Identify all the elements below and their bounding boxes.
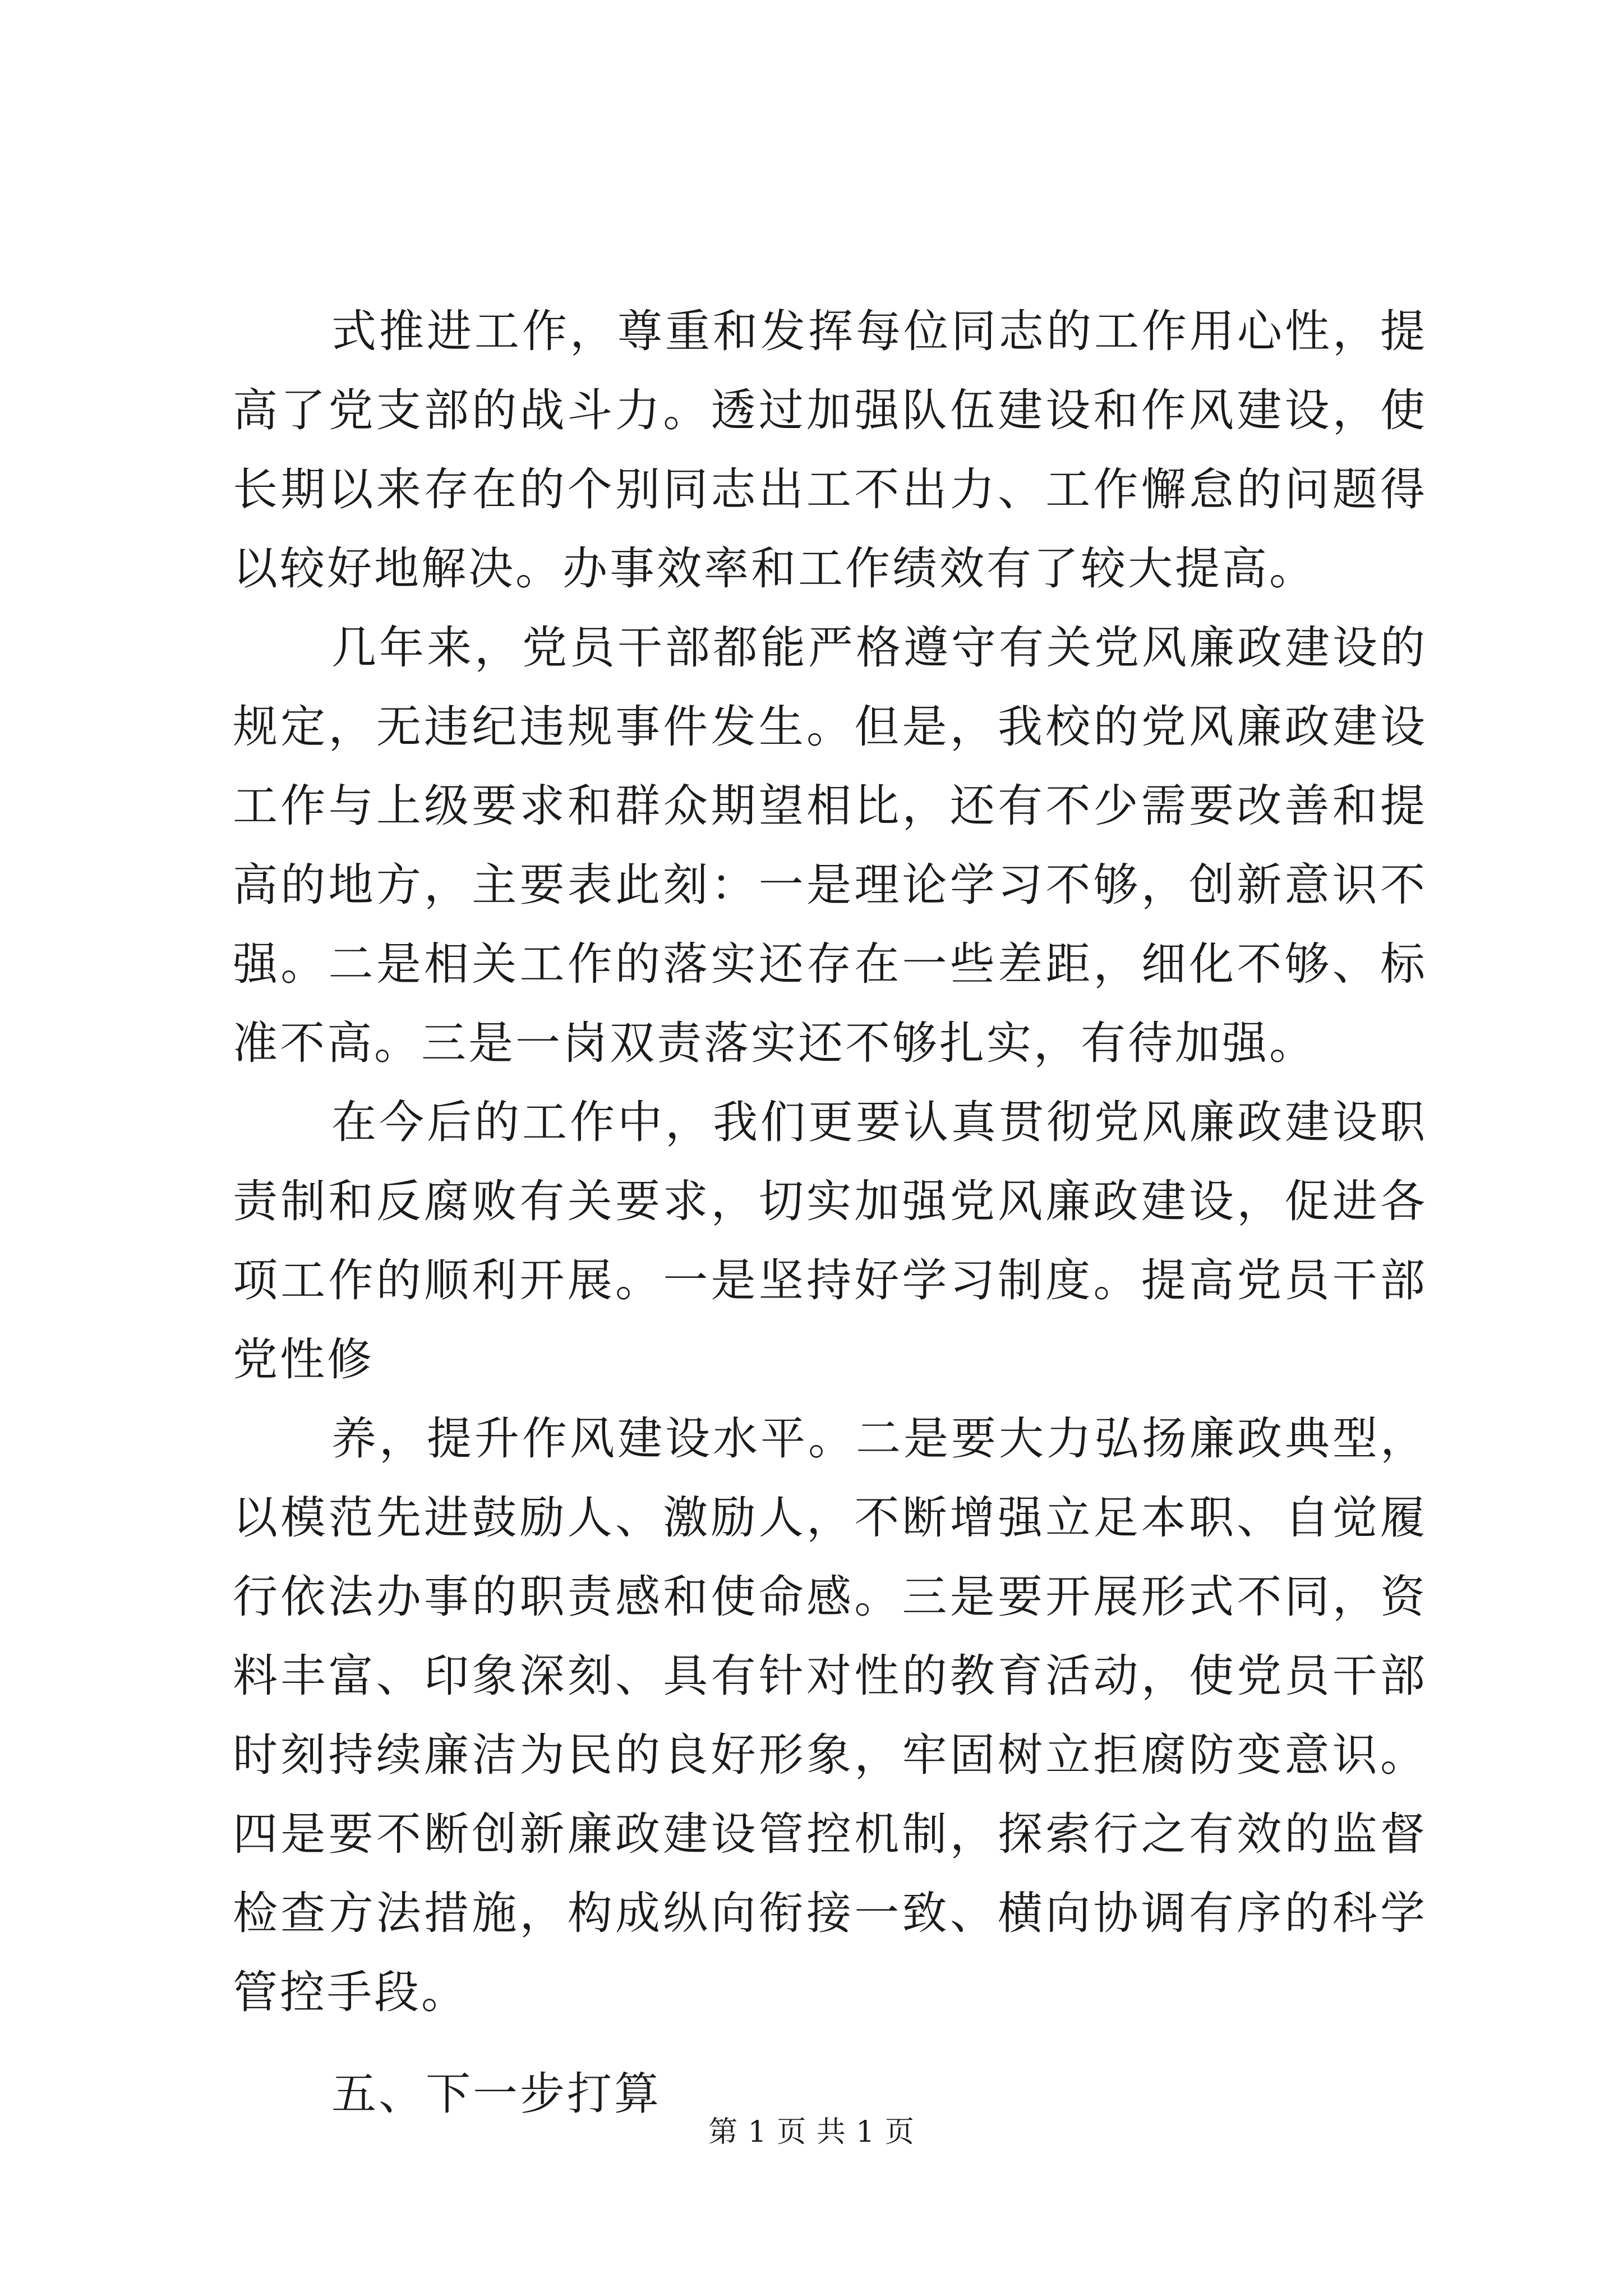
paragraph-2: 几年来，党员干部都能严格遵守有关党风廉政建设的规定，无违纪违规事件发生。但是，我校的党风廉政建设工作与上级要求和群众期望相比，还有不少需要改善和提高的地方，主要表此刻：一是理论学习不够，创新意识不强。二是相关工作的落实还存在一些差距，细化不够、标准不高。三是一岗双责落实还不够扎实，有待加强。 [233, 622, 1427, 1069]
section-heading: 五、下一步打算 [331, 2068, 661, 2120]
paragraph-4: 养，提升作风建设水平。二是要大力弘扬廉政典型，以模范先进鼓励人、激励人，不断增强立足本职、自觉履行依法办事的职责感和使命感。三是要开展形式不同，资料丰富、印象深刻、具有针对性的教育活动，使党员干部时刻持续廉洁为民的良好形象，牢固树立拒腐防变意识。四是要不断创新廉政建设管控机制，探索行之有效的监督检查方法措施，构成纵向衔接一致、横向协调有序的科学管控手段。 [233, 1412, 1427, 2018]
paragraph-3: 在今后的工作中，我们更要认真贯彻党风廉政建设职责制和反腐败有关要求，切实加强党风廉政建设，促进各项工作的顺利开展。一是坚持好学习制度。提高党员干部党性修 [233, 1096, 1427, 1386]
document-body [233, 292, 1427, 2178]
page-number-footer: 第 1 页 共 1 页 [708, 2115, 915, 2149]
paragraph-1: 式推进工作，尊重和发挥每位同志的工作用心性，提高了党支部的战斗力。透过加强队伍建设和作风建设，使长期以来存在的个别同志出工不出力、工作懈怠的问题得以较好地解决。办事效率和工作绩效有了较大提高。 [233, 305, 1427, 595]
